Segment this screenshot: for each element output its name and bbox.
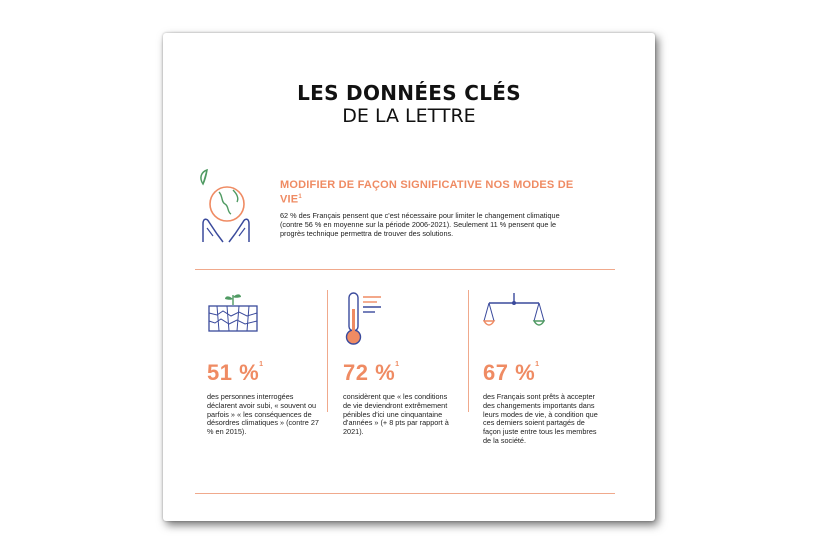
stat-text-3: des Français sont prêts à accepter des changements importants dans leurs modes de vie, à condition que ces derniers soient partagés de façon juste entre tous les membres de la société.	[483, 392, 598, 445]
page-title: LES DONNÉES CLÉS	[297, 81, 521, 105]
dry-soil-sprout-icon	[207, 291, 259, 333]
stat-value-3-number: 67 %	[483, 360, 536, 385]
divider-vertical-2	[468, 290, 469, 412]
earth-in-hands-icon	[197, 146, 253, 246]
divider-bottom	[195, 493, 615, 494]
stat-value-3-footnote: 1	[535, 361, 540, 368]
stat-text-2: considèrent que « les conditions de vie deviendront extrêmement pénibles d'ici une cinquantaine d'années » (+ 8 pts par rapport à 2021).	[343, 392, 449, 437]
page-subtitle: DE LA LETTRE	[342, 105, 476, 127]
stat-value-2-number: 72 %	[343, 360, 396, 385]
intro-paragraph: 62 % des Français pensent que c'est nécessaire pour limiter le changement climatique (contre 56 % en moyenne sur la période 2006-2021). Seulement 11 % pensent que le progrès technique permettra de trouver des solutions.	[280, 211, 560, 238]
infographic-card	[163, 33, 655, 521]
stat-value-2-footnote: 1	[395, 361, 400, 368]
stat-value-2	[343, 360, 400, 386]
stat-value-1-footnote: 1	[259, 361, 264, 368]
headline	[280, 179, 580, 206]
headline-footnote: 1	[298, 194, 302, 200]
stat-text-1: des personnes interrogées déclarent avoir subi, « souvent ou parfois » « les conséquences de désordres climatiques » (contre 27 % en 2015).	[207, 392, 319, 437]
stat-value-1-number: 51 %	[207, 360, 260, 385]
divider-top	[195, 269, 615, 270]
balance-scale-icon	[483, 291, 545, 335]
headline-text: MODIFIER DE FAÇON SIGNIFICATIVE NOS MODES DE VIE	[280, 179, 574, 206]
stat-value-3	[483, 360, 540, 386]
stat-value-1	[207, 360, 264, 386]
divider-vertical-1	[327, 290, 328, 412]
thermometer-icon	[341, 291, 389, 347]
